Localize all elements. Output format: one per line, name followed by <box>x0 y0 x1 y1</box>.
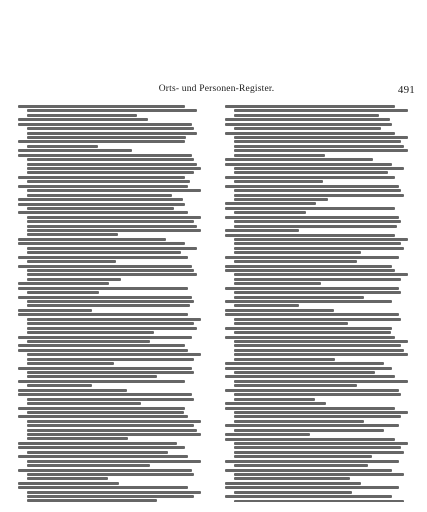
index-entry-text-line <box>234 442 408 445</box>
index-entry-text-line <box>225 336 395 339</box>
index-entry <box>18 256 208 263</box>
index-entry-text-line <box>225 309 334 312</box>
index-entry <box>18 185 208 197</box>
index-entry-text-line <box>27 180 190 183</box>
index-entry-text-line <box>225 433 310 436</box>
index-entry <box>225 486 415 493</box>
index-entry-text-line <box>18 455 188 458</box>
index-entry <box>18 442 208 445</box>
index-entry-text-line <box>27 473 194 476</box>
index-entry <box>18 123 208 139</box>
index-entry-text-line <box>225 300 392 303</box>
index-entry-text-line <box>225 424 399 427</box>
index-entry-text-line <box>18 344 185 347</box>
index-entry-text-line <box>27 460 201 463</box>
index-entry-text-line <box>234 149 408 152</box>
index-entry <box>18 140 208 147</box>
index-entry-text-line <box>234 127 381 130</box>
index-entry-text-line <box>27 375 157 378</box>
index-entry-text-line <box>27 420 201 423</box>
index-entry-text-line <box>225 402 326 405</box>
index-entry-text-line <box>225 202 316 205</box>
index-entry <box>225 216 415 228</box>
index-entry-text-line <box>234 353 408 356</box>
index-entry <box>225 460 415 467</box>
index-entry-text-line <box>27 402 141 405</box>
index-entry-text-line <box>234 380 408 383</box>
index-entry-text-line <box>18 309 92 312</box>
index-entry-text-line <box>234 114 379 117</box>
index-entry-text-line <box>27 132 197 135</box>
index-entry <box>225 229 415 232</box>
index-entry <box>18 309 208 312</box>
index-entry-text-line <box>27 398 194 401</box>
index-entry-text-line <box>234 282 321 285</box>
index-entry-text-line <box>27 433 201 436</box>
index-entry-text-line <box>27 260 116 263</box>
index-entry-text-line <box>234 220 401 223</box>
index-entry-text-line <box>18 242 185 245</box>
index-entry <box>225 407 415 423</box>
index-entry-text-line <box>18 380 185 383</box>
index-entry <box>225 287 415 299</box>
index-entry-text-line <box>234 291 401 294</box>
index-entry-text-line <box>225 265 392 268</box>
index-entry-text-line <box>234 136 408 139</box>
index-entry-text-line <box>225 367 392 370</box>
index-entry-text-line <box>27 371 194 374</box>
index-entry-text-line <box>234 393 401 396</box>
index-entry-text-line <box>225 469 392 472</box>
index-entry <box>18 389 208 392</box>
index-entry-text-line <box>225 176 395 179</box>
index-entry-text-line <box>225 486 399 489</box>
index-entry-text-line <box>234 477 350 480</box>
index-entry-text-line <box>18 407 185 410</box>
index-entry-text-line <box>225 362 384 365</box>
index-entry-text-line <box>27 163 197 166</box>
index-entry-text-line <box>18 486 188 489</box>
index-entry <box>18 349 208 365</box>
index-entry-text-line <box>27 269 194 272</box>
index-entry <box>18 344 208 347</box>
index-entry-text-line <box>234 344 401 347</box>
index-entry <box>225 269 415 285</box>
index-entry <box>225 327 415 334</box>
index-entry-text-line <box>27 300 194 303</box>
index-entry-text-line <box>225 375 395 378</box>
index-entry-text-line <box>27 491 201 494</box>
index-entry <box>225 313 415 325</box>
index-entry-text-line <box>225 118 390 121</box>
index-entry-text-line <box>18 349 188 352</box>
index-entry-text-line <box>225 132 395 135</box>
index-entry-text-line <box>234 340 408 343</box>
index-entry-text-line <box>27 353 201 356</box>
index-column-right <box>225 104 415 502</box>
index-entry-text-line <box>18 203 185 206</box>
index-entry-text-line <box>27 207 174 210</box>
index-entry-text-line <box>234 247 404 250</box>
index-entry-text-line <box>27 216 201 219</box>
index-entry-text-line <box>18 185 188 188</box>
index-entry-text-line <box>225 389 399 392</box>
index-entry-text-line <box>27 189 201 192</box>
index-entry-text-line <box>234 180 323 183</box>
index-entry <box>225 132 415 157</box>
index-entry-text-line <box>225 495 392 498</box>
index-entry-text-line <box>234 242 401 245</box>
index-entry-text-line <box>234 194 404 197</box>
index-entry-text-line <box>18 149 132 152</box>
index-entry-text-line <box>27 251 181 254</box>
index-entry-text-line <box>234 167 404 170</box>
index-entry-text-line <box>18 313 188 316</box>
index-entry-text-line <box>27 362 114 365</box>
index-entry-text-line <box>27 278 121 281</box>
index-entry-text-line <box>234 260 357 263</box>
index-entry <box>18 238 208 241</box>
index-entry-text-line <box>27 429 197 432</box>
index-entry-text-line <box>225 163 392 166</box>
index-entry <box>225 367 415 374</box>
index-entry <box>225 265 415 268</box>
index-entry-text-line <box>27 220 194 223</box>
index-entry <box>225 300 415 307</box>
index-entry <box>18 415 208 440</box>
index-entry-text-line <box>27 437 128 440</box>
index-entry-text-line <box>234 225 397 228</box>
index-entry-text-line <box>18 140 185 143</box>
index-entry-text-line <box>18 389 127 392</box>
index-entry-text-line <box>234 211 306 214</box>
index-entry <box>18 393 208 405</box>
index-entry-text-line <box>234 109 408 112</box>
index-entry <box>18 282 208 285</box>
index-entry-text-line <box>234 451 404 454</box>
index-entry-text-line <box>225 185 399 188</box>
index-entry <box>225 424 415 431</box>
index-entry-text-line <box>27 424 194 427</box>
index-entry-text-line <box>225 216 399 219</box>
index-entry <box>18 203 208 210</box>
index-entry <box>225 469 415 481</box>
index-entry-text-line <box>225 158 373 161</box>
index-entry-text-line <box>18 469 192 472</box>
index-entry <box>18 154 208 175</box>
index-entry-text-line <box>225 123 392 126</box>
index-entry-text-line <box>234 420 364 423</box>
index-entry-text-line <box>18 256 188 259</box>
index-entry <box>225 207 415 214</box>
index-entry <box>18 176 208 183</box>
index-entry-text-line <box>225 407 395 410</box>
index-entry-text-line <box>18 446 185 449</box>
index-entry <box>225 158 415 161</box>
index-entry <box>18 149 208 152</box>
index-entry-text-line <box>225 234 395 237</box>
index-entry <box>18 446 208 453</box>
index-entry-text-line <box>27 127 194 130</box>
index-entry <box>18 313 208 334</box>
index-entry <box>225 118 415 121</box>
index-entry-text-line <box>225 229 299 232</box>
index-entry-text-line <box>27 233 118 236</box>
index-entry-text-line <box>27 171 194 174</box>
index-entry-text-line <box>225 438 395 441</box>
index-entry <box>225 402 415 405</box>
index-entry <box>18 407 208 414</box>
index-entry <box>225 185 415 201</box>
index-entry-text-line <box>27 318 201 321</box>
index-entry-text-line <box>234 322 348 325</box>
index-entry-text-line <box>18 211 188 214</box>
index-entry-text-line <box>234 491 352 494</box>
index-entry <box>225 482 415 485</box>
index-entry-text-line <box>234 446 401 449</box>
index-entry-text-line <box>234 384 357 387</box>
index-entry-text-line <box>234 198 328 201</box>
index-entry-text-line <box>27 358 194 361</box>
index-entry-text-line <box>225 256 399 259</box>
index-entry <box>18 469 208 481</box>
index-entry-text-line <box>27 229 201 232</box>
index-entry-text-line <box>27 464 150 467</box>
index-entry-text-line <box>225 482 361 485</box>
index-entry <box>18 105 208 117</box>
index-entry-text-line <box>18 198 183 201</box>
index-entry <box>18 455 208 467</box>
index-entry-text-line <box>234 415 401 418</box>
index-entry-text-line <box>18 176 185 179</box>
index-entry-text-line <box>27 114 137 117</box>
index-entry-text-line <box>234 145 404 148</box>
index-entry-text-line <box>27 145 98 148</box>
index-entry-text-line <box>18 123 192 126</box>
index-entry-text-line <box>18 367 192 370</box>
index-entry-text-line <box>27 451 168 454</box>
index-entry-text-line <box>27 384 92 387</box>
index-entry-text-line <box>234 238 408 241</box>
index-entry <box>225 105 415 117</box>
index-entry-text-line <box>18 154 192 157</box>
index-entry-text-line <box>18 105 185 108</box>
index-entry <box>225 123 415 130</box>
index-entry-text-line <box>27 247 197 250</box>
index-entry-text-line <box>234 398 315 401</box>
index-entry-text-line <box>27 158 194 161</box>
index-entry-text-line <box>27 167 201 170</box>
index-entry-text-line <box>27 477 108 480</box>
index-entry <box>225 234 415 255</box>
index-entry <box>225 336 415 361</box>
index-entry-text-line <box>27 304 190 307</box>
index-entry-text-line <box>27 273 197 276</box>
index-entry-text-line <box>234 273 408 276</box>
index-entry-text-line <box>27 194 172 197</box>
index-entry-text-line <box>234 304 299 307</box>
index-entry-text-line <box>27 322 194 325</box>
running-header <box>18 84 415 98</box>
index-entry <box>225 163 415 175</box>
index-entry <box>225 176 415 183</box>
index-entry-text-line <box>18 336 192 339</box>
index-entry <box>18 296 208 308</box>
index-entry <box>225 438 415 459</box>
index-entry-text-line <box>18 442 177 445</box>
index-columns <box>18 104 415 502</box>
index-entry-text-line <box>27 411 184 414</box>
index-entry <box>18 287 208 294</box>
index-entry <box>18 211 208 236</box>
index-entry-text-line <box>234 371 375 374</box>
index-entry-text-line <box>234 318 401 321</box>
index-entry <box>225 389 415 401</box>
index-entry-text-line <box>27 109 197 112</box>
index-entry-text-line <box>225 313 399 316</box>
index-entry <box>225 362 415 365</box>
index-entry-text-line <box>234 278 401 281</box>
index-entry <box>18 242 208 254</box>
index-entry-text-line <box>234 140 401 143</box>
index-entry-text-line <box>234 473 404 476</box>
index-entry <box>225 256 415 263</box>
index-entry <box>18 198 208 201</box>
index-entry-text-line <box>18 287 188 290</box>
index-entry-text-line <box>18 118 148 121</box>
index-entry-text-line <box>234 296 364 299</box>
index-entry-text-line <box>234 171 388 174</box>
index-entry-text-line <box>18 238 166 241</box>
index-entry-text-line <box>27 136 186 139</box>
index-entry-text-line <box>234 358 335 361</box>
index-entry-text-line <box>18 415 188 418</box>
index-entry <box>18 367 208 379</box>
index-entry-text-line <box>18 296 192 299</box>
index-entry-text-line <box>225 105 395 108</box>
index-entry-text-line <box>234 500 404 502</box>
index-entry <box>225 433 415 436</box>
index-entry-text-line <box>27 327 197 330</box>
index-entry-text-line <box>234 251 361 254</box>
index-entry-text-line <box>18 482 119 485</box>
index-entry-text-line <box>18 265 192 268</box>
index-entry <box>18 336 208 343</box>
index-entry-text-line <box>18 282 109 285</box>
index-entry <box>18 380 208 387</box>
index-entry-text-line <box>225 287 399 290</box>
index-entry-text-line <box>225 207 395 210</box>
index-entry <box>18 482 208 485</box>
index-entry-text-line <box>27 225 197 228</box>
index-entry-text-line <box>225 327 392 330</box>
index-entry-text-line <box>225 460 399 463</box>
index-entry-text-line <box>234 429 384 432</box>
index-entry-text-line <box>18 393 192 396</box>
index-entry <box>18 118 208 121</box>
index-entry-text-line <box>27 495 194 498</box>
index-entry <box>225 202 415 205</box>
index-entry <box>18 265 208 281</box>
page-number: 491 <box>397 84 415 96</box>
index-entry-text-line <box>234 331 391 334</box>
index-entry <box>18 486 208 502</box>
index-entry-text-line <box>234 464 368 467</box>
index-entry-text-line <box>234 154 325 157</box>
index-entry <box>225 375 415 387</box>
index-entry-text-line <box>234 189 401 192</box>
index-entry-text-line <box>27 291 99 294</box>
index-entry <box>225 309 415 312</box>
index-entry-text-line <box>234 411 408 414</box>
index-entry <box>225 495 415 502</box>
index-entry-text-line <box>27 331 154 334</box>
index-entry-text-line <box>27 499 157 502</box>
index-entry-text-line <box>225 269 395 272</box>
index-column-left <box>18 104 208 502</box>
index-entry-text-line <box>27 340 150 343</box>
index-entry-text-line <box>234 349 404 352</box>
index-entry-text-line <box>234 455 372 458</box>
running-header-title: Orts- und Personen-Register. <box>158 84 275 94</box>
